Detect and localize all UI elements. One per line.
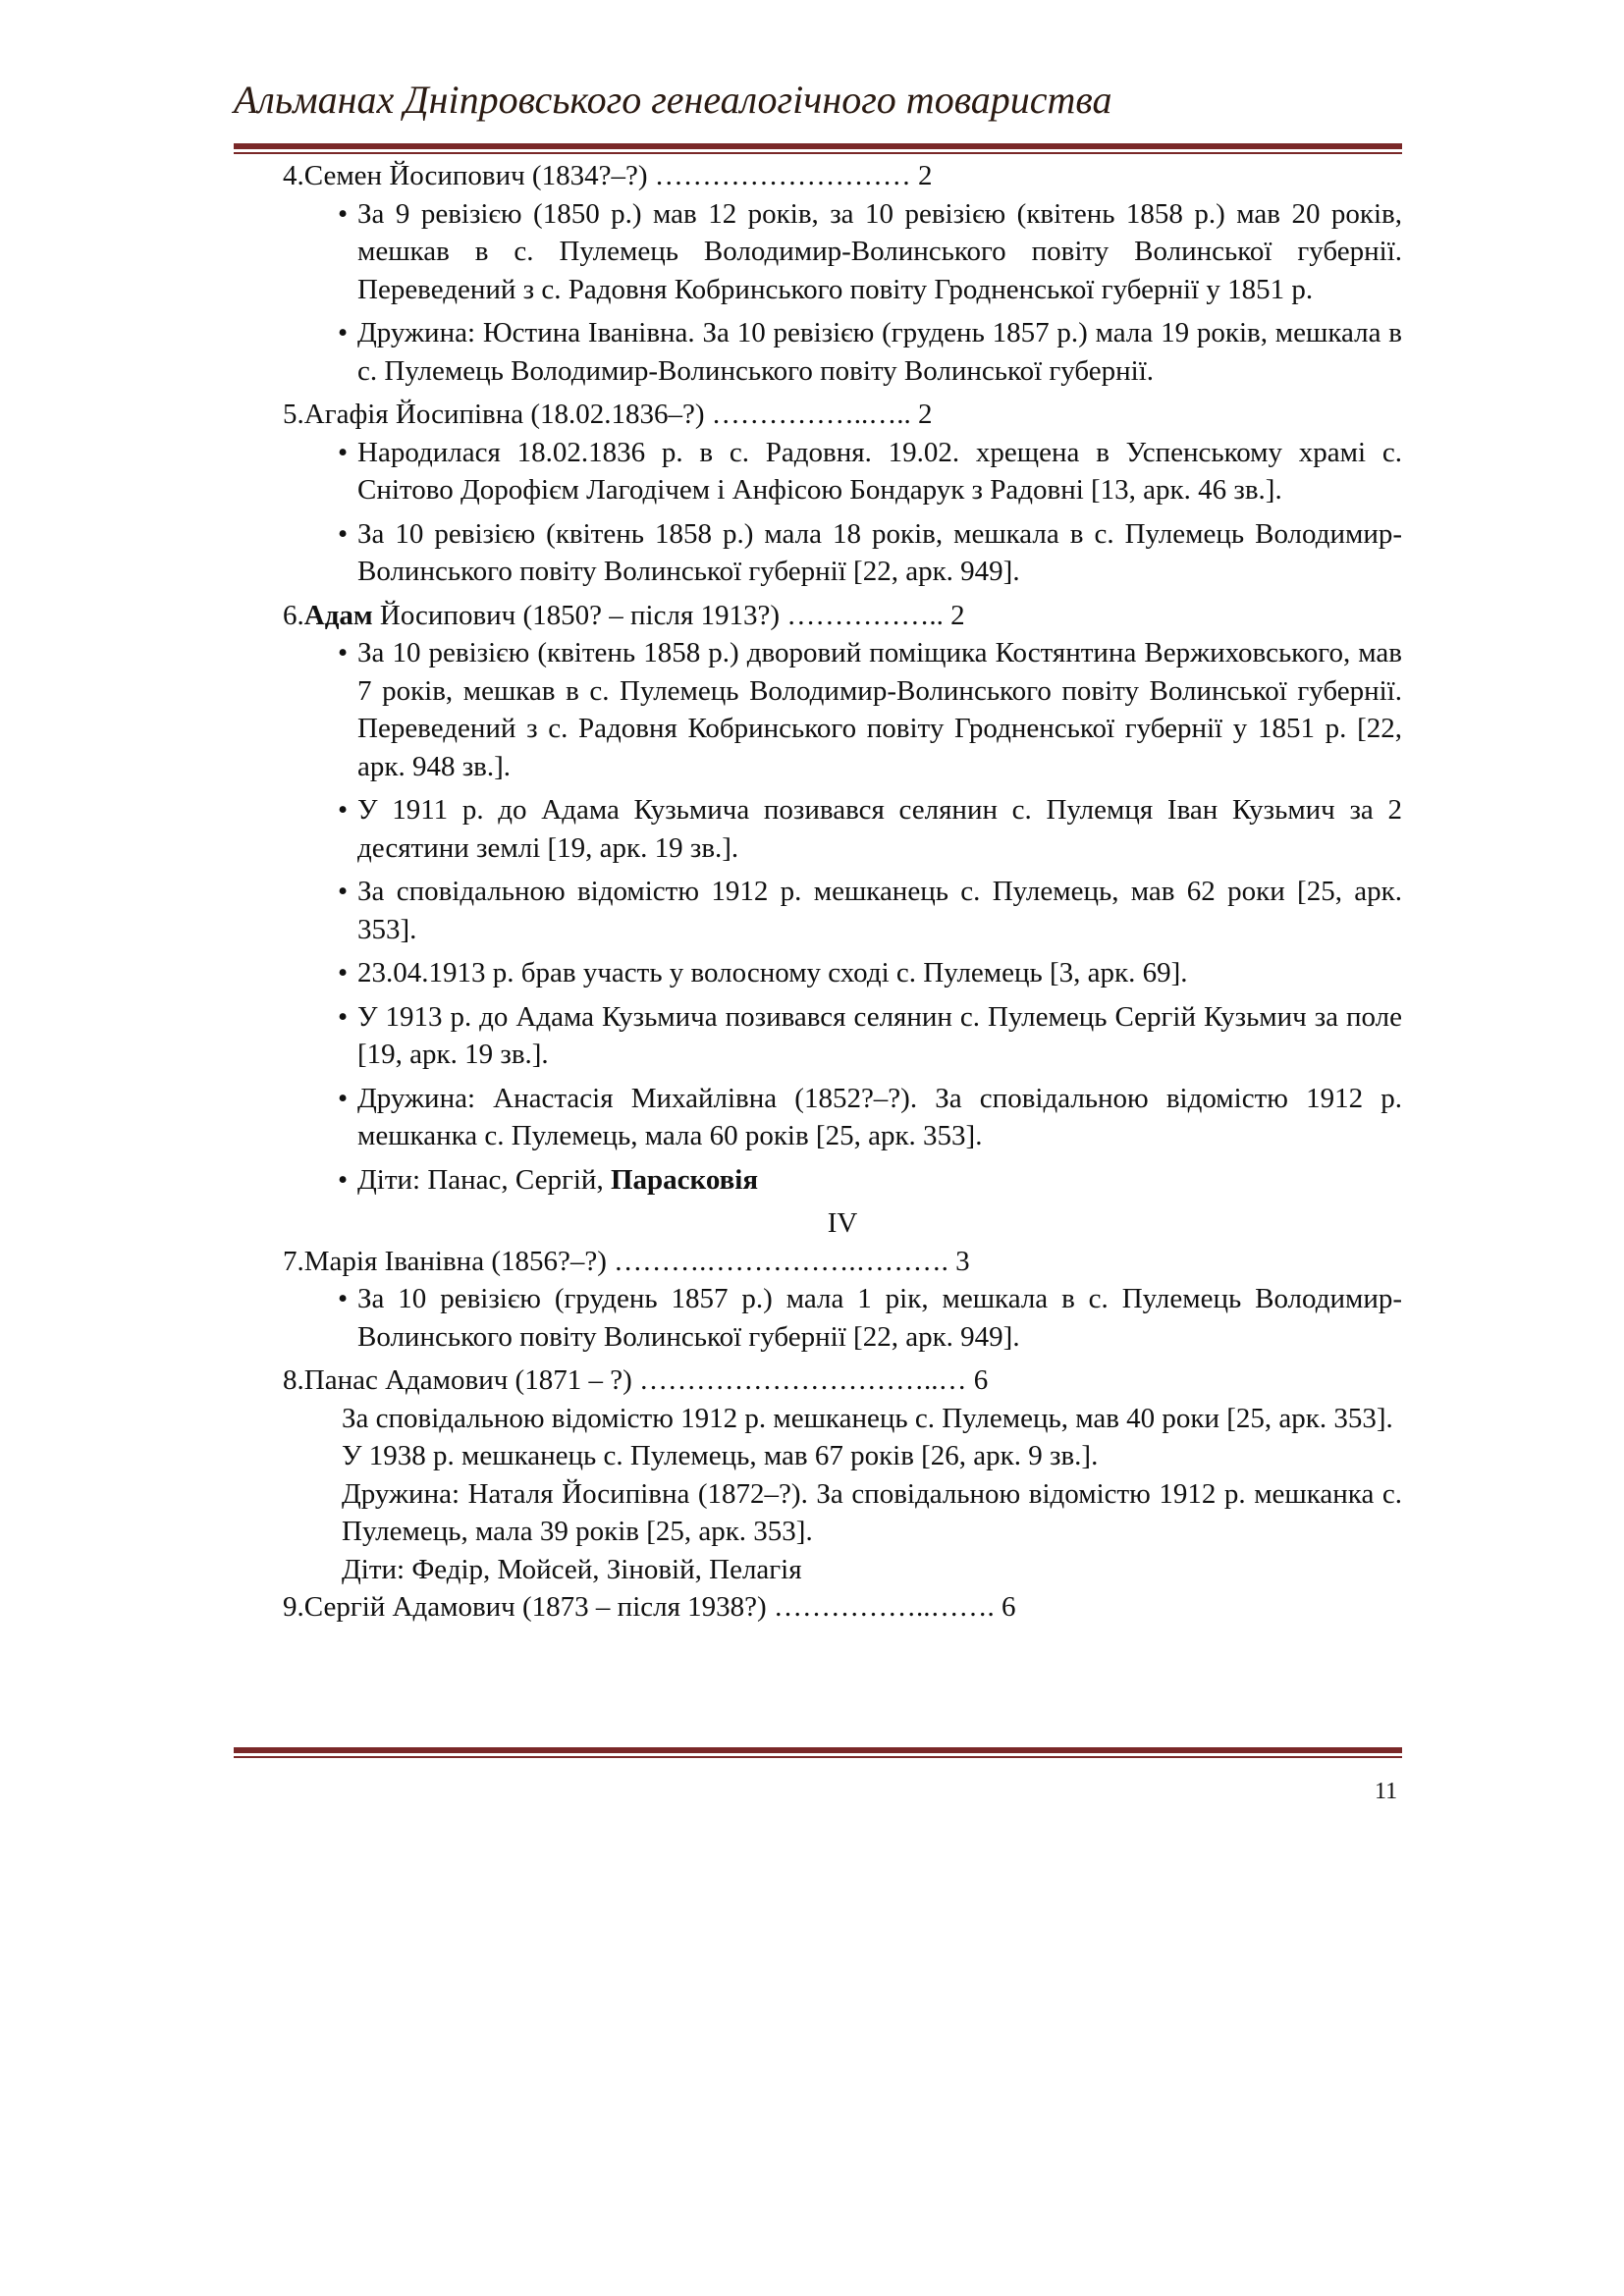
entry-number: 7. (283, 1245, 304, 1277)
entry-dates: Адамович (1871 – ?) …………………………..… 6 (377, 1364, 989, 1396)
header-rule (234, 143, 1402, 154)
entry-heading (283, 1243, 1402, 1281)
bullet-item-children (338, 1161, 1402, 1200)
entry-heading (283, 396, 1402, 434)
page-content (283, 157, 1402, 1627)
running-header-title: Альманах Дніпровського генеалогічного товариства (234, 78, 1112, 122)
entry-number: 6. (283, 599, 304, 631)
entry-dates: Йосипівна (18.02.1836–?) ……………..….. 2 (388, 399, 933, 430)
generation-marker: IV (827, 1207, 858, 1239)
entry-heading (283, 157, 1402, 195)
entry-number: 9. (283, 1591, 304, 1623)
entry-bullets (338, 1280, 1402, 1356)
entry-bullets (338, 195, 1402, 391)
bullet-item: • За 10 ревізією (квітень 1858 р.) мала 18 років, мешкала в с. Пулемець Володимир-Волинського повіту Волинської губернії [22, арк. 949]. (338, 515, 1402, 591)
entry-name: Семен (303, 160, 383, 191)
entry-name: Панас (303, 1364, 378, 1396)
entry-line: У 1938 р. мешканець с. Пулемець, мав 67 років [26, арк. 9 зв.]. (342, 1440, 1099, 1471)
bullet-item: • Народилася 18.02.1836 р. в с. Радовня. 19.02. хрещена в Успенському храмі с. Снітово Дорофієм Лагодічем і Анфісою Бондарук з Радовні [13, арк. 46 зв.]. (338, 434, 1402, 509)
entry-bullets (338, 434, 1402, 591)
entry-number: 8. (283, 1364, 304, 1396)
page-number: 11 (1375, 1779, 1398, 1804)
bullet-item: • У 1913 р. до Адама Кузьмича позивався селянин с. Пулемець Сергій Кузьмич за поле [19, арк. 19 зв.]. (338, 998, 1402, 1074)
entry-name: Агафія (303, 399, 389, 430)
entry-number: 5. (283, 399, 304, 430)
entry-name: Сергій (303, 1591, 386, 1623)
bullet-item: • За сповідальною відомістю 1912 р. мешканець с. Пулемець, мав 62 роки [25, арк. 353]. (338, 873, 1402, 948)
entry-name: Марія (303, 1245, 378, 1277)
footer-rule (234, 1747, 1402, 1758)
entry-heading (283, 597, 1402, 635)
entry-name: Адам (303, 599, 373, 631)
bullet-item: • За 9 ревізією (1850 р.) мав 12 років, за 10 ревізією (квітень 1858 р.) мав 20 років, мешкав в с. Пулемець Володимир-Волинського повіту Волинської губернії. Переведений з с. Радовня Кобринського повіту Гродненської губернії у 1851 р. (338, 195, 1402, 309)
entry-dates: Адамович (1873 – після 1938?) ……………..……. 6 (385, 1591, 1016, 1623)
entry-line: За сповідальною відомістю 1912 р. мешканець с. Пулемець, мав 40 роки [25, арк. 353]. (342, 1402, 1393, 1434)
bullet-item: • За 10 ревізією (квітень 1858 р.) дворовий поміщика Костянтина Вержиховського, мав 7 років, мешкав в с. Пулемець Володимир-Волинського повіту Волинської губернії. Переведений з с. Радовня Кобринського повіту Гродненської губернії у 1851 р. [22, арк. 948 зв.]. (338, 634, 1402, 785)
entry-number: 4. (283, 160, 304, 191)
bullet-item: • У 1911 р. до Адама Кузьмича позивався селянин с. Пулемця Іван Кузьмич за 2 десятини землі [19, арк. 19 зв.]. (338, 791, 1402, 867)
bullet-item: • Дружина: Юстина Іванівна. За 10 ревізією (грудень 1857 р.) мала 19 років, мешкала в с. Пулемець Володимир-Волинського повіту Волинської губернії. (338, 314, 1402, 390)
bullet-item: • 23.04.1913 р. брав участь у волосному сході с. Пулемець [3, арк. 69]. (338, 954, 1402, 992)
entry-heading (283, 1588, 1402, 1627)
children-highlight: Парасковія (610, 1163, 759, 1196)
entry-dates: Йосипович (1834?–?) ……………………… 2 (382, 160, 933, 191)
entry-line: Діти: Федір, Мойсей, Зіновій, Пелагія (342, 1553, 802, 1585)
entry-heading (283, 1362, 1402, 1400)
entry-bullets (338, 634, 1402, 1199)
bullet-item: • За 10 ревізією (грудень 1857 р.) мала 1 рік, мешкала в с. Пулемець Володимир-Волинського повіту Волинської губернії [22, арк. 949]. (338, 1280, 1402, 1356)
entry-dates: Йосипович (1850? – після 1913?) …………….. 2 (372, 599, 965, 631)
entry-line: Дружина: Наталя Йосипівна (1872–?). За сповідальною відомістю 1912 р. мешканка с. Пулемець, мала 39 років [25, арк. 353]. (342, 1477, 1402, 1547)
children-list: Діти: Панас, Сергій, (357, 1163, 611, 1196)
bullet-item: • Дружина: Анастасія Михайлівна (1852?–?). За сповідальною відомістю 1912 р. мешканка с. Пулемець, мала 60 років [25, арк. 353]. (338, 1080, 1402, 1155)
entry-dates: Іванівна (1856?–?) ……….…………….………. 3 (377, 1245, 970, 1277)
